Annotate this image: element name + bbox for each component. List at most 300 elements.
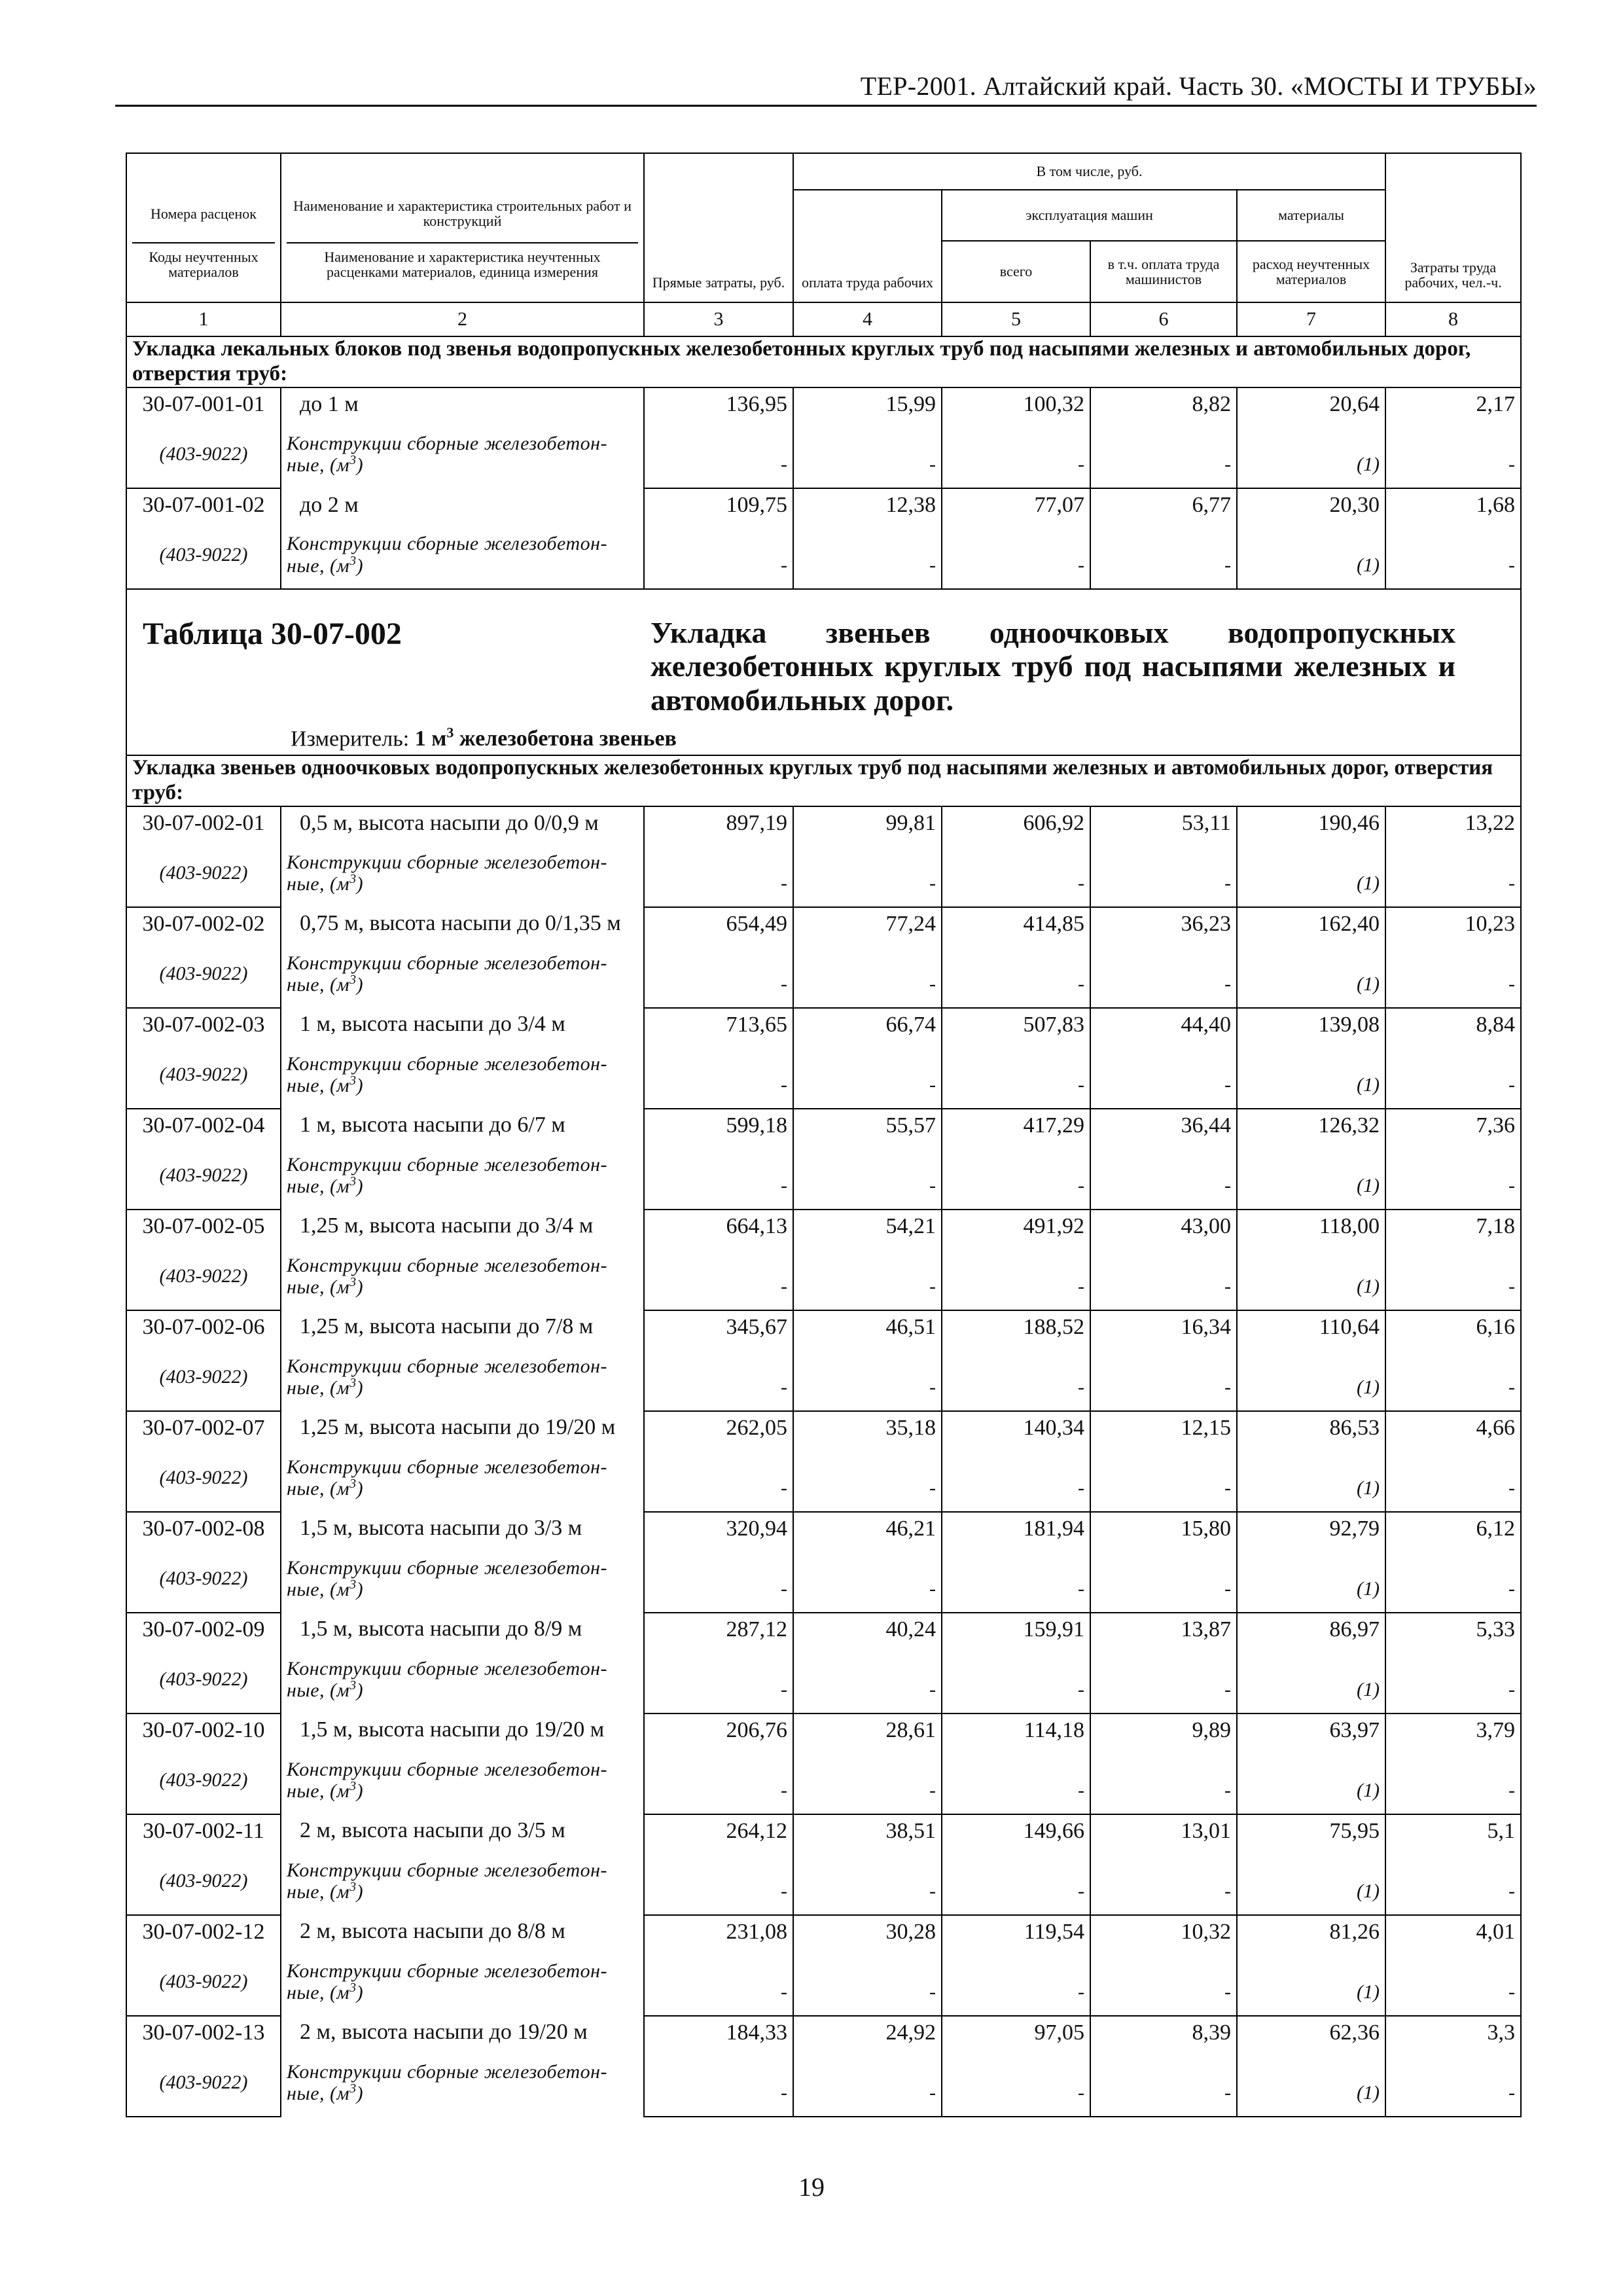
table-2-heading-inner: [127, 590, 1520, 755]
material-value-col4: -: [793, 840, 942, 907]
material-row: [126, 1848, 1521, 1915]
material-value-col8: -: [1385, 1142, 1521, 1210]
material-row: [126, 2049, 1521, 2117]
rate-row: [126, 488, 1521, 522]
rate-value-col4: 77,24: [793, 907, 942, 941]
rate-code: 30-07-002-04: [126, 1109, 281, 1142]
rate-value-col7: 162,40: [1237, 907, 1385, 941]
rate-code: 30-07-002-07: [126, 1411, 281, 1444]
material-value-col4: -: [793, 522, 942, 589]
rate-value-col6: 15,80: [1090, 1512, 1237, 1545]
material-value-col4: -: [793, 1344, 942, 1411]
rate-value-col4: 54,21: [793, 1210, 942, 1243]
material-value-col7: (1): [1237, 1747, 1385, 1814]
material-value-col8: -: [1385, 1948, 1521, 2016]
material-value-col8: -: [1385, 1848, 1521, 1915]
rate-value-col3: 184,33: [644, 2016, 793, 2049]
material-value-col8: -: [1385, 1646, 1521, 1713]
rate-value-col7: 110,64: [1237, 1310, 1385, 1344]
rate-value-col7: 118,00: [1237, 1210, 1385, 1243]
rate-value-col3: 345,67: [644, 1310, 793, 1344]
material-value-col3: -: [644, 1041, 793, 1109]
rate-value-col3: 206,76: [644, 1713, 793, 1747]
section-2-title: Укладка звеньев одноочковых водопропускных железобетонных круглых труб под насыпями железных и автомобильных дорог, отверстия труб:: [126, 755, 1521, 806]
material-value-col6: -: [1090, 2049, 1237, 2117]
material-code: (403-9022): [126, 1646, 281, 1713]
table-2-heading-row: [126, 589, 1521, 755]
rate-code: 30-07-002-10: [126, 1713, 281, 1747]
rate-value-col8: 10,23: [1385, 907, 1521, 941]
material-code: (403-9022): [126, 1344, 281, 1411]
rate-value-col6: 43,00: [1090, 1210, 1237, 1243]
rate-value-col5: 140,34: [942, 1411, 1090, 1444]
col-header-1-top: Номера расценок: [151, 206, 257, 222]
meter-label: Измеритель:: [291, 726, 415, 751]
material-value-col3: -: [644, 1243, 793, 1310]
rate-value-col4: 30,28: [793, 1915, 942, 1948]
material-value-col3: -: [644, 1848, 793, 1915]
col-header-6: в т.ч. оплата труда машинистов: [1090, 241, 1237, 302]
rate-name: 2 м, высота насыпи до 8/8 м: [281, 1915, 644, 1948]
rate-value-col4: 35,18: [793, 1411, 942, 1444]
col-header-4: оплата труда рабочих: [793, 190, 942, 302]
rate-value-col5: 149,66: [942, 1814, 1090, 1848]
rate-code: 30-07-001-01: [126, 387, 281, 421]
rate-name: 1,25 м, высота насыпи до 7/8 м: [281, 1310, 644, 1344]
rate-row: [126, 387, 1521, 421]
material-value-col3: -: [644, 421, 793, 488]
rate-name: 0,5 м, высота насыпи до 0/0,9 м: [281, 806, 644, 840]
rate-code: 30-07-002-06: [126, 1310, 281, 1344]
material-value-col3: -: [644, 941, 793, 1008]
material-name: Конструкции сборные железобетон-ные, $(м^3)$: [281, 1041, 644, 1109]
page-number: 19: [798, 2172, 825, 2202]
rate-value-col3: 897,19: [644, 806, 793, 840]
material-row: [126, 421, 1521, 488]
material-value-col8: -: [1385, 1041, 1521, 1109]
material-row: [126, 1444, 1521, 1512]
rate-value-col7: 139,08: [1237, 1008, 1385, 1041]
column-number-1: 1: [126, 302, 281, 336]
rate-value-col4: 40,24: [793, 1613, 942, 1646]
material-name: Конструкции сборные железобетон-ные, $(м^3)$: [281, 2049, 644, 2117]
material-value-col5: -: [942, 421, 1090, 488]
rate-name: 2 м, высота насыпи до 3/5 м: [281, 1814, 644, 1848]
rate-value-col6: 13,01: [1090, 1814, 1237, 1848]
material-value-col6: -: [1090, 522, 1237, 589]
running-header: ТЕР-2001. Алтайский край. Часть 30. «МОСТЫ И ТРУБЫ»: [860, 71, 1537, 101]
table-2-heading: [126, 589, 1521, 755]
column-number-4: 4: [793, 302, 942, 336]
rate-value-col5: 491,92: [942, 1210, 1090, 1243]
rate-value-col3: 264,12: [644, 1814, 793, 1848]
rate-code: 30-07-002-03: [126, 1008, 281, 1041]
rate-value-col6: 36,23: [1090, 907, 1237, 941]
material-value-col8: -: [1385, 1344, 1521, 1411]
rate-value-col4: 38,51: [793, 1814, 942, 1848]
material-code: (403-9022): [126, 1848, 281, 1915]
material-row: [126, 1344, 1521, 1411]
material-value-col8: -: [1385, 840, 1521, 907]
rate-row: [126, 1713, 1521, 1747]
rate-value-col7: 92,79: [1237, 1512, 1385, 1545]
rate-value-col5: 97,05: [942, 2016, 1090, 2049]
material-code: (403-9022): [126, 941, 281, 1008]
material-value-col3: -: [644, 2049, 793, 2117]
material-name: Конструкции сборные железобетон-ные, $(м^3)$: [281, 1646, 644, 1713]
rate-value-col3: 654,49: [644, 907, 793, 941]
rate-value-col3: 664,13: [644, 1210, 793, 1243]
section-1: [126, 336, 1521, 387]
rate-code: 30-07-001-02: [126, 488, 281, 522]
rate-value-col4: 99,81: [793, 806, 942, 840]
column-number-8: 8: [1385, 302, 1521, 336]
header-rule: [115, 105, 1537, 107]
material-value-col4: -: [793, 421, 942, 488]
material-value-col4: -: [793, 941, 942, 1008]
rate-code: 30-07-002-05: [126, 1210, 281, 1243]
material-value-col5: -: [942, 840, 1090, 907]
rate-row: [126, 1613, 1521, 1646]
material-row: [126, 941, 1521, 1008]
rate-row: [126, 1512, 1521, 1545]
rate-value-col5: 119,54: [942, 1915, 1090, 1948]
material-code: (403-9022): [126, 421, 281, 488]
material-value-col8: -: [1385, 1243, 1521, 1310]
column-number-7: 7: [1237, 302, 1385, 336]
material-value-col7: (1): [1237, 941, 1385, 1008]
meter-value: 1 $м^3$ железобетона звеньев: [414, 724, 677, 751]
rate-value-col8: 5,1: [1385, 1814, 1521, 1848]
material-row: [126, 1041, 1521, 1109]
material-value-col3: -: [644, 840, 793, 907]
rate-value-col4: 24,92: [793, 2016, 942, 2049]
material-row: [126, 840, 1521, 907]
material-value-col6: -: [1090, 1041, 1237, 1109]
material-value-col3: -: [644, 1948, 793, 2016]
material-value-col8: -: [1385, 1545, 1521, 1613]
rate-value-col8: 2,17: [1385, 387, 1521, 421]
material-value-col3: -: [644, 1646, 793, 1713]
rate-value-col7: 190,46: [1237, 806, 1385, 840]
material-value-col5: -: [942, 1142, 1090, 1210]
material-code: (403-9022): [126, 1243, 281, 1310]
col-header-2: [281, 153, 644, 302]
material-name: Конструкции сборные железобетон-ные, $(м^3)$: [281, 421, 644, 488]
material-code: (403-9022): [126, 1948, 281, 2016]
material-value-col5: -: [942, 1041, 1090, 1109]
material-value-col4: -: [793, 1142, 942, 1210]
col-header-5: всего: [942, 241, 1090, 302]
col-header-1-bottom: Коды неучтенных материалов: [149, 249, 259, 281]
material-value-col3: -: [644, 1344, 793, 1411]
material-value-col6: -: [1090, 1646, 1237, 1713]
rate-value-col8: 5,33: [1385, 1613, 1521, 1646]
rate-value-col5: 417,29: [942, 1109, 1090, 1142]
rate-value-col3: 287,12: [644, 1613, 793, 1646]
material-name: Конструкции сборные железобетон-ные, $(м^3)$: [281, 1948, 644, 2016]
material-value-col5: -: [942, 1344, 1090, 1411]
material-value-col8: -: [1385, 522, 1521, 589]
rate-row: [126, 1210, 1521, 1243]
rate-value-col4: 46,21: [793, 1512, 942, 1545]
rate-value-col7: 63,97: [1237, 1713, 1385, 1747]
rates-table-wrap: [126, 152, 1520, 2117]
rate-row: [126, 1109, 1521, 1142]
column-number-3: 3: [644, 302, 793, 336]
rate-value-col5: 414,85: [942, 907, 1090, 941]
material-code: (403-9022): [126, 1545, 281, 1613]
material-value-col3: -: [644, 1142, 793, 1210]
material-code: (403-9022): [126, 2049, 281, 2117]
col-header-2-top: Наименование и характеристика строительных работ и конструкций: [293, 198, 632, 230]
rate-value-col5: 188,52: [942, 1310, 1090, 1344]
material-value-col7: (1): [1237, 522, 1385, 589]
material-name: Конструкции сборные железобетон-ные, $(м^3)$: [281, 1344, 644, 1411]
material-value-col5: -: [942, 1243, 1090, 1310]
column-number-2: 2: [281, 302, 644, 336]
rate-value-col5: 181,94: [942, 1512, 1090, 1545]
material-value-col7: (1): [1237, 1948, 1385, 2016]
rate-value-col8: 6,16: [1385, 1310, 1521, 1344]
rate-row: [126, 1008, 1521, 1041]
material-code: (403-9022): [126, 1444, 281, 1512]
material-value-col5: -: [942, 941, 1090, 1008]
material-name: Конструкции сборные железобетон-ные, $(м^3)$: [281, 1142, 644, 1210]
material-value-col6: -: [1090, 1142, 1237, 1210]
material-value-col6: -: [1090, 1948, 1237, 2016]
rate-code: 30-07-002-12: [126, 1915, 281, 1948]
group-header-incl: В том числе, руб.: [793, 153, 1385, 190]
material-value-col7: (1): [1237, 1646, 1385, 1713]
material-value-col7: (1): [1237, 1041, 1385, 1109]
rate-value-col4: 15,99: [793, 387, 942, 421]
material-value-col4: -: [793, 1646, 942, 1713]
rate-value-col8: 6,12: [1385, 1512, 1521, 1545]
material-row: [126, 1142, 1521, 1210]
material-code: (403-9022): [126, 1142, 281, 1210]
material-name: Конструкции сборные железобетон-ные, $(м^3)$: [281, 522, 644, 589]
material-value-col8: -: [1385, 1444, 1521, 1512]
group-header-machines: эксплуатация машин: [942, 190, 1237, 241]
material-value-col7: (1): [1237, 840, 1385, 907]
rate-value-col6: 8,82: [1090, 387, 1237, 421]
column-number-5: 5: [942, 302, 1090, 336]
rate-name: 1,5 м, высота насыпи до 19/20 м: [281, 1713, 644, 1747]
rate-value-col5: 114,18: [942, 1713, 1090, 1747]
material-value-col4: -: [793, 1848, 942, 1915]
col-header-2-bottom: Наименование и характеристика неучтенных расценками материалов, единица измерения: [324, 249, 601, 281]
rate-value-col3: 136,95: [644, 387, 793, 421]
material-value-col7: (1): [1237, 1243, 1385, 1310]
rate-code: 30-07-002-01: [126, 806, 281, 840]
material-value-col5: -: [942, 1646, 1090, 1713]
material-value-col4: -: [793, 1041, 942, 1109]
material-value-col5: -: [942, 522, 1090, 589]
material-name: Конструкции сборные железобетон-ные, $(м^3)$: [281, 941, 644, 1008]
material-name: Конструкции сборные железобетон-ные, $(м^3)$: [281, 840, 644, 907]
material-value-col7: (1): [1237, 2049, 1385, 2117]
rate-name: до 2 м: [281, 488, 644, 522]
material-value-col7: (1): [1237, 421, 1385, 488]
material-value-col7: (1): [1237, 1344, 1385, 1411]
material-row: [126, 1948, 1521, 2016]
column-number-6: 6: [1090, 302, 1237, 336]
material-row: [126, 1545, 1521, 1613]
material-value-col8: -: [1385, 1747, 1521, 1814]
rate-value-col5: 77,07: [942, 488, 1090, 522]
rate-name: 1 м, высота насыпи до 3/4 м: [281, 1008, 644, 1041]
table-2-meter: [291, 725, 677, 751]
material-value-col6: -: [1090, 1747, 1237, 1814]
rate-value-col7: 75,95: [1237, 1814, 1385, 1848]
col-header-1: [126, 153, 281, 302]
material-value-col5: -: [942, 1848, 1090, 1915]
material-value-col8: -: [1385, 941, 1521, 1008]
material-name: Конструкции сборные железобетон-ные, $(м^3)$: [281, 1545, 644, 1613]
rate-value-col8: 1,68: [1385, 488, 1521, 522]
material-value-col3: -: [644, 1747, 793, 1814]
rate-value-col6: 16,34: [1090, 1310, 1237, 1344]
material-value-col6: -: [1090, 1243, 1237, 1310]
rate-row: [126, 1814, 1521, 1848]
rate-value-col3: 320,94: [644, 1512, 793, 1545]
column-numbers-row: [126, 302, 1521, 336]
rate-value-col6: 36,44: [1090, 1109, 1237, 1142]
rate-value-col4: 66,74: [793, 1008, 942, 1041]
rate-value-col4: 12,38: [793, 488, 942, 522]
material-value-col4: -: [793, 1948, 942, 2016]
col-header-7: расход неучтенных материалов: [1237, 241, 1385, 302]
material-value-col6: -: [1090, 1545, 1237, 1613]
material-value-col6: -: [1090, 941, 1237, 1008]
rate-name: 0,75 м, высота насыпи до 0/1,35 м: [281, 907, 644, 941]
material-value-col3: -: [644, 522, 793, 589]
rate-value-col3: 599,18: [644, 1109, 793, 1142]
rate-value-col8: 3,3: [1385, 2016, 1521, 2049]
material-value-col8: -: [1385, 2049, 1521, 2117]
rate-value-col5: 159,91: [942, 1613, 1090, 1646]
rates-table: [126, 152, 1522, 2117]
material-value-col4: -: [793, 1545, 942, 1613]
rate-value-col5: 100,32: [942, 387, 1090, 421]
rate-code: 30-07-002-09: [126, 1613, 281, 1646]
rate-value-col5: 507,83: [942, 1008, 1090, 1041]
material-value-col6: -: [1090, 840, 1237, 907]
rate-value-col6: 53,11: [1090, 806, 1237, 840]
rate-row: [126, 2016, 1521, 2049]
rate-value-col7: 62,36: [1237, 2016, 1385, 2049]
material-name: Конструкции сборные железобетон-ные, $(м^3)$: [281, 1848, 644, 1915]
material-value-col3: -: [644, 1545, 793, 1613]
rate-row: [126, 1310, 1521, 1344]
material-value-col7: (1): [1237, 1142, 1385, 1210]
section-2: [126, 755, 1521, 806]
rate-value-col6: 10,32: [1090, 1915, 1237, 1948]
rate-value-col8: 13,22: [1385, 806, 1521, 840]
material-value-col8: -: [1385, 421, 1521, 488]
rate-row: [126, 806, 1521, 840]
rate-row: [126, 1915, 1521, 1948]
rate-name: 2 м, высота насыпи до 19/20 м: [281, 2016, 644, 2049]
material-name: Конструкции сборные железобетон-ные, $(м^3)$: [281, 1747, 644, 1814]
material-value-col4: -: [793, 1747, 942, 1814]
rate-value-col4: 55,57: [793, 1109, 942, 1142]
rate-value-col7: 86,97: [1237, 1613, 1385, 1646]
col-header-3: Прямые затраты, руб.: [644, 153, 793, 302]
material-code: (403-9022): [126, 840, 281, 907]
material-value-col7: (1): [1237, 1545, 1385, 1613]
rate-value-col6: 6,77: [1090, 488, 1237, 522]
rate-value-col3: 713,65: [644, 1008, 793, 1041]
material-value-col5: -: [942, 1747, 1090, 1814]
rate-name: 1,25 м, высота насыпи до 19/20 м: [281, 1411, 644, 1444]
material-value-col6: -: [1090, 1444, 1237, 1512]
rate-value-col5: 606,92: [942, 806, 1090, 840]
rate-value-col8: 7,36: [1385, 1109, 1521, 1142]
rate-value-col4: 46,51: [793, 1310, 942, 1344]
rate-value-col6: 8,39: [1090, 2016, 1237, 2049]
rate-name: 1 м, высота насыпи до 6/7 м: [281, 1109, 644, 1142]
table-2-title: Укладка звеньев одноочковых водопропускных железобетонных круглых труб под насыпями железных и автомобильных дорог.: [651, 615, 1455, 717]
material-row: [126, 1646, 1521, 1713]
material-value-col7: (1): [1237, 1848, 1385, 1915]
material-row: [126, 1747, 1521, 1814]
rate-code: 30-07-002-11: [126, 1814, 281, 1848]
rate-code: 30-07-002-08: [126, 1512, 281, 1545]
material-value-col6: -: [1090, 1848, 1237, 1915]
material-name: Конструкции сборные железобетон-ные, $(м^3)$: [281, 1444, 644, 1512]
material-value-col6: -: [1090, 1344, 1237, 1411]
material-value-col4: -: [793, 1243, 942, 1310]
rate-value-col7: 81,26: [1237, 1915, 1385, 1948]
material-row: [126, 522, 1521, 589]
material-value-col3: -: [644, 1444, 793, 1512]
rate-value-col8: 8,84: [1385, 1008, 1521, 1041]
material-code: (403-9022): [126, 1041, 281, 1109]
material-value-col5: -: [942, 1545, 1090, 1613]
rate-code: 30-07-002-02: [126, 907, 281, 941]
rate-value-col6: 9,89: [1090, 1713, 1237, 1747]
rate-value-col7: 20,30: [1237, 488, 1385, 522]
rate-name: 1,5 м, высота насыпи до 3/3 м: [281, 1512, 644, 1545]
table-2-number: Таблица 30-07-002: [143, 616, 402, 651]
material-name: Конструкции сборные железобетон-ные, $(м^3)$: [281, 1243, 644, 1310]
rate-code: 30-07-002-13: [126, 2016, 281, 2049]
rate-value-col8: 4,66: [1385, 1411, 1521, 1444]
col-header-8: Затраты труда рабочих, чел.-ч.: [1385, 153, 1521, 302]
rate-name: до 1 м: [281, 387, 644, 421]
rate-value-col6: 13,87: [1090, 1613, 1237, 1646]
rate-value-col3: 262,05: [644, 1411, 793, 1444]
rate-value-col6: 44,40: [1090, 1008, 1237, 1041]
material-value-col4: -: [793, 2049, 942, 2117]
group-header-materials: материалы: [1237, 190, 1385, 241]
section-1-title: Укладка лекальных блоков под звенья водопропускных железобетонных круглых труб под насыпями железных и автомобильных дорог, отверстия труб:: [126, 336, 1521, 387]
rate-name: 1,25 м, высота насыпи до 3/4 м: [281, 1210, 644, 1243]
material-value-col6: -: [1090, 421, 1237, 488]
rate-value-col3: 231,08: [644, 1915, 793, 1948]
material-value-col5: -: [942, 1444, 1090, 1512]
rate-value-col8: 4,01: [1385, 1915, 1521, 1948]
rate-value-col8: 3,79: [1385, 1713, 1521, 1747]
material-value-col7: (1): [1237, 1444, 1385, 1512]
material-value-col5: -: [942, 1948, 1090, 2016]
rate-row: [126, 907, 1521, 941]
material-row: [126, 1243, 1521, 1310]
rate-value-col7: 20,64: [1237, 387, 1385, 421]
rate-value-col4: 28,61: [793, 1713, 942, 1747]
